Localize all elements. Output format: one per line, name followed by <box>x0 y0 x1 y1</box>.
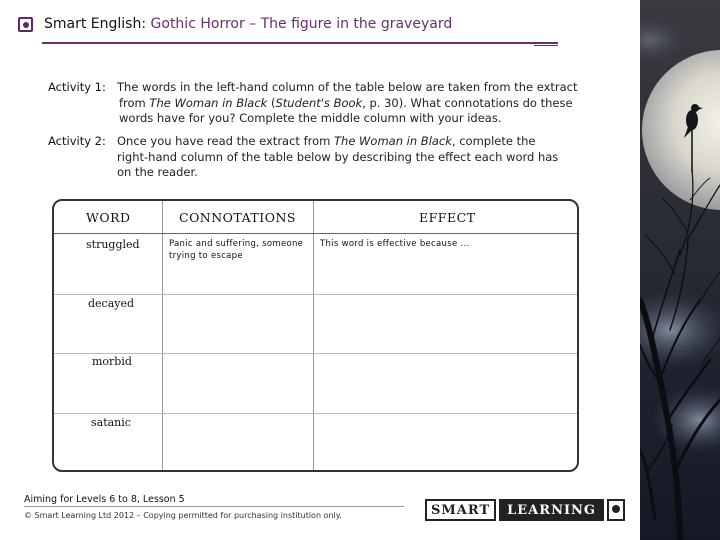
copyright-notice: © Smart Learning Ltd 2012 – Copying permitted for purchasing institution only. <box>24 511 342 520</box>
header-effect: EFFECT <box>419 210 476 225</box>
activity-2 <box>48 134 593 181</box>
word-morbid: morbid <box>92 355 132 368</box>
gothic-side-panel <box>640 0 720 540</box>
effect-cell-decayed[interactable] <box>314 295 576 353</box>
header-rule <box>42 42 558 44</box>
connotation-cell-decayed[interactable] <box>163 295 313 353</box>
activity-2-label: Activity 2: <box>48 134 106 148</box>
activity-2-line-2: right-hand column of the table below by describing the effect each word has <box>117 149 559 164</box>
activity-1-label: Activity 1: <box>48 80 106 94</box>
logo-bullet-icon <box>607 499 625 521</box>
activity-2-line-3: on the reader. <box>117 165 198 179</box>
table-header-divider <box>54 233 577 234</box>
effect-cell-morbid[interactable] <box>314 354 576 413</box>
lesson-subtitle: Gothic Horror – The figure in the graveyard <box>150 16 453 32</box>
brand-label: Smart English: <box>44 16 147 32</box>
page-title <box>44 16 452 32</box>
word-struggled: struggled <box>86 238 140 251</box>
lesson-level: Aiming for Levels 6 to 8, Lesson 5 <box>24 494 185 505</box>
activity-1 <box>48 80 593 127</box>
activity-1-text <box>117 80 593 127</box>
activity-2-text <box>117 134 593 181</box>
activity-2-line-1: Once you have read the extract from The Woman in Black, complete the <box>117 134 536 148</box>
logo-smart: SMART <box>425 499 496 521</box>
smart-learning-logo <box>425 499 625 521</box>
header-connotations: CONNOTATIONS <box>179 210 296 225</box>
effect-cell-satanic[interactable] <box>314 414 576 470</box>
logo-learning: LEARNING <box>499 499 604 521</box>
word-satanic: satanic <box>91 416 131 429</box>
effect-struggled[interactable]: This word is effective because ... <box>320 239 470 249</box>
connotation-cell-morbid[interactable] <box>163 354 313 413</box>
activity-1-line-3: words have for you? Complete the middle column with your ideas. <box>119 111 502 125</box>
header-rule-accent <box>534 45 558 46</box>
activity-1-line-1: The words in the left-hand column of the table below are taken from the extract <box>117 80 578 94</box>
moon-icon <box>642 50 720 210</box>
activity-1-line-2: from The Woman in Black (Student's Book, p. 30). What connotations do these <box>119 95 573 110</box>
footer-rule <box>24 506 404 507</box>
bare-tree-icon <box>640 0 720 540</box>
connotation-struggled: Panic and suffering, someone trying to escape <box>169 239 304 261</box>
connotation-cell-satanic[interactable] <box>163 414 313 470</box>
word-decayed: decayed <box>88 297 135 310</box>
header-word: WORD <box>86 210 131 225</box>
bullet-square-icon <box>18 17 33 32</box>
